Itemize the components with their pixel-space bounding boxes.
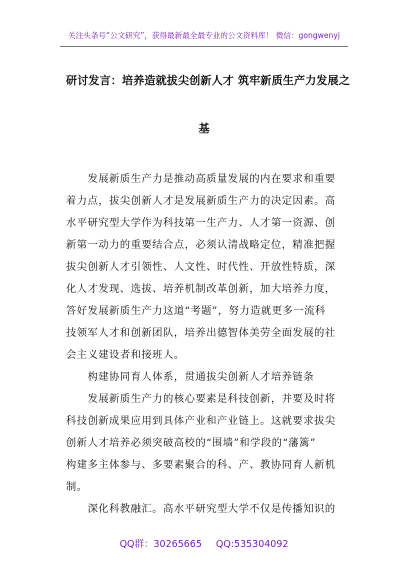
document-title: 研讨发言：培养造就拔尖创新人才 筑牢新质生产力发展之 (66, 74, 351, 87)
header-banner: 关注头条号“公文研究”，获得最新最全最专业的公文资料库！ 微信：gongwenyj (68, 31, 340, 40)
body-line: 发展新质生产力的核心要素是科技创新，并要及时将 (66, 394, 336, 405)
body-line: 新第一动力的重要结合点，必须认清战略定位，精准把握 (66, 240, 336, 251)
document-title-continuation: 基 (198, 122, 210, 135)
body-line: 科技创新成果应用到具体产业和产业链上。这就要求拔尖 (66, 416, 336, 427)
body-line: 创新人才培养必须突破高校的“围墙”和学段的“藩篱” (66, 438, 316, 449)
body-line: 深化科教融汇。高水平研究型大学不仅是传播知识的 (66, 504, 336, 515)
body-line: 拔尖创新人才引领性、人文性、时代性、开放性特质，深 (66, 262, 336, 273)
body-line: 制。 (66, 482, 88, 493)
body-line: 发展新质生产力是推动高质量发展的内在要求和重要 (66, 174, 336, 185)
body-line: 答好发展新质生产力这道“考题”，努力造就更多一流科 (66, 306, 326, 317)
section-heading: 构建协同育人体系，贯通拔尖创新人才培养链条 (66, 372, 315, 383)
body-line: 会主义建设者和接班人。 (66, 350, 185, 361)
header-divider (60, 46, 348, 47)
footer-qq: QQ:535304092 (215, 539, 289, 550)
footer-qq-group: QQ群：30265665 (119, 539, 202, 550)
body-line: 化人才发现、选拔、培养机制改革创新，加大培养力度， (66, 284, 336, 295)
body-line: 着力点，拔尖创新人才是发展新质生产力的决定因素。高 (66, 196, 336, 207)
footer-contact (0, 536, 408, 550)
body-line: 技领军人才和创新团队，培养出德智体美劳全面发展的社 (66, 328, 336, 339)
body-line: 构建多主体参与、多要素聚合的科、产、教协同育人新机 (66, 460, 336, 471)
body-line: 水平研究型大学作为科技第一生产力、人才第一资源、创 (66, 218, 336, 229)
